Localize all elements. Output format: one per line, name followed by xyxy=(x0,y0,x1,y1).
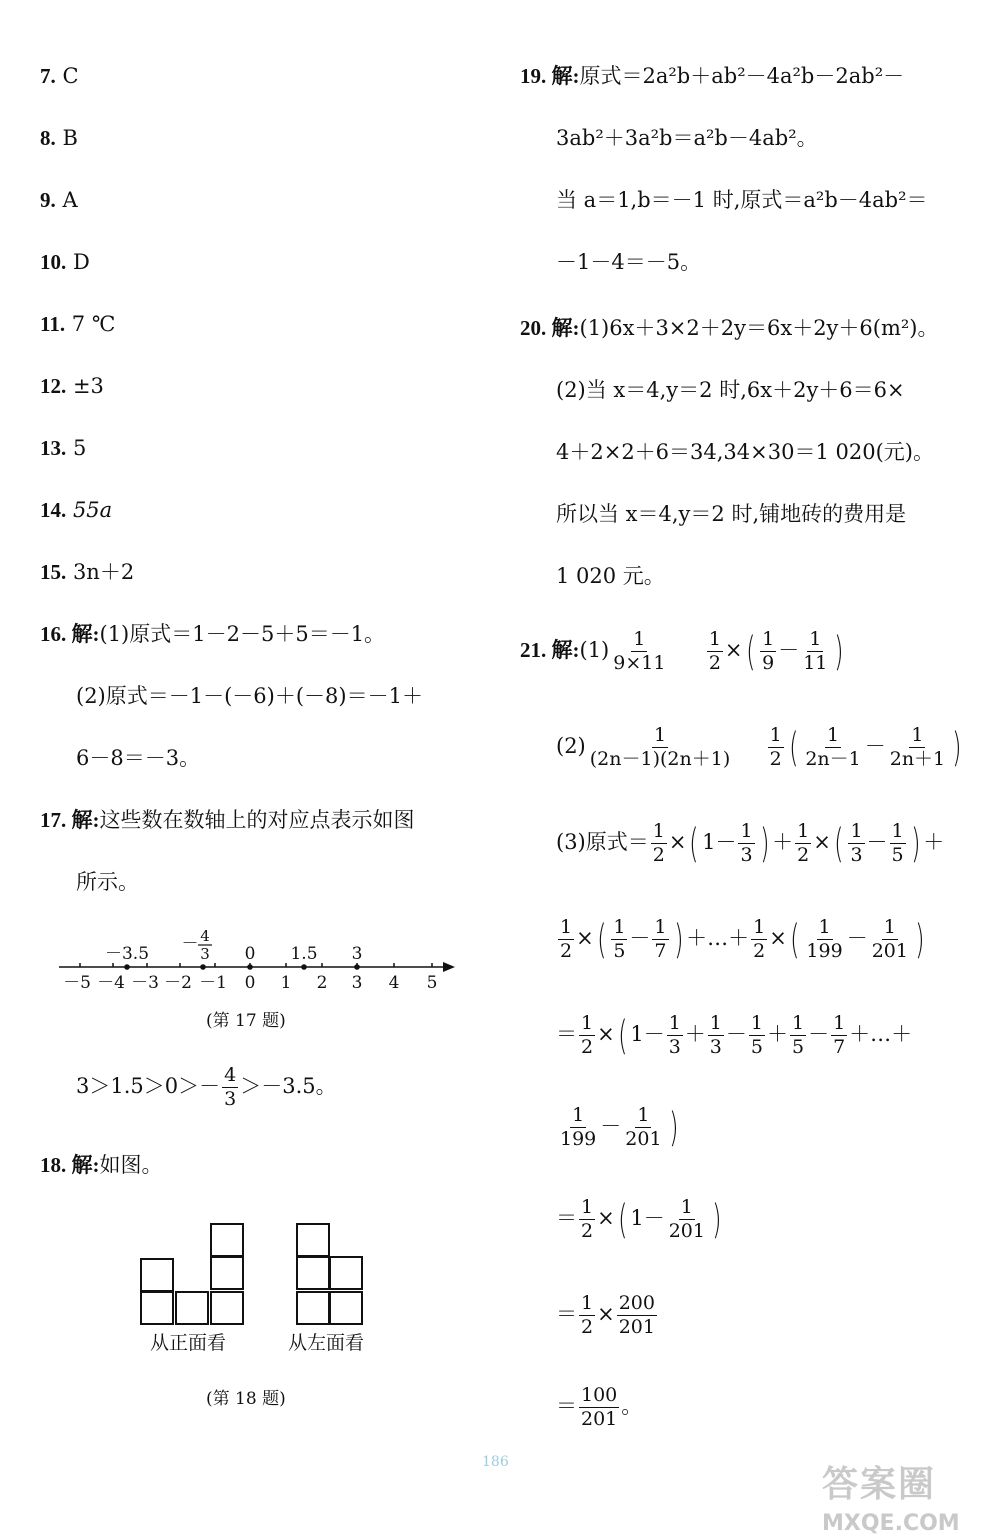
answer-17-order: 3＞1.5＞0＞－ $\frac{4}{3}$ ＞－3.5。 xyxy=(76,1064,337,1110)
answer-21-part3-line1: (3)原式＝ $\frac{1}{2}$ ×( 1－ $\frac{1}{3}$ ) ＋ $\frac{1}{2}$ ×( $\frac{1}{3}$ － $\frac{1}{5}$ ) ＋ xyxy=(556,820,945,867)
answer-21-part3-line2: $\frac{1}{2}$ ×( $\frac{1}{5}$ － $\frac{1}{7}$ ) ＋…＋ $\frac{1}{2}$ ×( $\frac{1}{199}$ － $\frac{1}{201}$ ) xyxy=(560,916,925,963)
point-label-frac-sign: － xyxy=(181,934,199,954)
answer-20-line2: (2)当 x＝4,y＝2 时,6x＋2y＋6＝6× xyxy=(556,378,905,402)
tick-label: 1 xyxy=(280,973,292,993)
tick-label: 5 xyxy=(426,973,438,993)
answer-20-line1: 20. 解:(1)6x＋3×2＋2y＝6x＋2y＋6(m²)。 xyxy=(520,316,939,340)
point-dot-neg4over3 xyxy=(200,964,206,970)
point-dot-neg3.5 xyxy=(124,964,130,970)
left-view-label: 从左面看 xyxy=(288,1332,365,1354)
answer-19-line4: －1－4＝－5。 xyxy=(556,250,702,274)
answer-12: 12. ±3 xyxy=(40,374,104,398)
answer-16-line1: 16. 解:(1)原式＝1－2－5＋5＝－1。 xyxy=(40,622,386,646)
tick-label: －5 xyxy=(63,973,91,993)
answer-9: 9. A xyxy=(40,188,78,212)
tick-label: －3 xyxy=(131,973,159,993)
tick-label: －2 xyxy=(164,973,192,993)
answer-15: 15. 3n＋2 xyxy=(40,560,135,584)
answer-21-part3-line4: $\frac{1}{199}$ － $\frac{1}{201}$ ) xyxy=(560,1104,679,1151)
front-view-figure xyxy=(140,1223,244,1327)
answer-21-part3-line6: ＝ $\frac{1}{2}$ × $\frac{200}{201}$ xyxy=(556,1292,655,1338)
page-number: 186 xyxy=(482,1454,509,1470)
answer-19-line3: 当 a＝1,b＝－1 时,原式＝a²b－4ab²＝ xyxy=(556,188,928,212)
answer-16-line3: 6－8＝－3。 xyxy=(76,746,201,770)
left-view-figure xyxy=(296,1223,366,1327)
order-fraction: $\frac{4}{3}$ xyxy=(224,1064,237,1110)
answer-13: 13. 5 xyxy=(40,436,87,460)
tick-label: －1 xyxy=(199,973,227,993)
answer-20-line5: 1 020 元。 xyxy=(556,564,665,588)
answer-8: 8. B xyxy=(40,126,78,150)
number-line-arrow xyxy=(443,962,455,972)
answer-21-part3-line3: ＝ $\frac{1}{2}$ ×( 1－ $\frac{1}{3}$ ＋ $\frac{1}{3}$ － $\frac{1}{5}$ ＋ $\frac{1}{5}$ － $\frac{1}{7}$ ＋…＋ xyxy=(556,1012,913,1059)
point-label-frac-den: 3 xyxy=(200,945,210,963)
number-line-figure xyxy=(55,925,465,997)
answer-21-part1: 21. 解:(1) $\frac{1}{9\times 11}$ $\frac{1}{2}$ ×( $\frac{1}{9}$ － $\frac{1}{11}$ ) xyxy=(520,628,844,675)
point-label: 1.5 xyxy=(290,944,318,964)
point-dot-1.5 xyxy=(301,964,307,970)
point-label: －3.5 xyxy=(104,944,150,964)
point-label: 0 xyxy=(244,944,256,964)
answer-16-line2: (2)原式＝－1－(－6)＋(－8)＝－1＋ xyxy=(76,684,423,708)
point-dot-0 xyxy=(247,964,253,970)
point-label: 3 xyxy=(351,944,363,964)
answer-10: 10. D xyxy=(40,250,90,274)
answer-20-line3: 4＋2×2＋6＝34,34×30＝1 020(元)。 xyxy=(556,440,934,464)
answer-17-line2: 所示。 xyxy=(76,870,139,894)
point-label-frac-num: 4 xyxy=(200,927,210,945)
answer-19-line2: 3ab²＋3a²b＝a²b－4ab²。 xyxy=(556,126,818,150)
answer-18-line1: 18. 解:如图。 xyxy=(40,1153,163,1177)
tick-label: 0 xyxy=(244,973,256,993)
watermark: 答案圈 MXQE.COM xyxy=(822,1464,960,1536)
tick-label: －4 xyxy=(97,973,125,993)
answer-21-part2: (2) $\frac{1}{(2n-1)(2n+1)}$ $\frac{1}{2}$ ( $\frac{1}{2n-1}$ － $\frac{1}{2n+1}$ ) xyxy=(556,724,962,771)
answer-7: 7. C xyxy=(40,64,79,88)
answer-21-part3-line5: ＝ $\frac{1}{2}$ ×( 1－ $\frac{1}{201}$ ) xyxy=(556,1196,722,1243)
answer-17-line1: 17. 解:这些数在数轴上的对应点表示如图 xyxy=(40,808,415,832)
answer-11: 11. 7 ℃ xyxy=(40,312,116,336)
front-view-label: 从正面看 xyxy=(150,1332,227,1354)
tick-label: 3 xyxy=(351,973,363,993)
answer-14: 14. 55a xyxy=(40,498,113,522)
fig17-caption: (第 17 题) xyxy=(206,1011,286,1031)
point-dot-3 xyxy=(354,964,360,970)
tick-label: 2 xyxy=(316,973,328,993)
answer-20-line4: 所以当 x＝4,y＝2 时,铺地砖的费用是 xyxy=(556,502,907,526)
fig18-caption: (第 18 题) xyxy=(206,1389,286,1409)
tick-label: 4 xyxy=(388,973,400,993)
answer-19-line1: 19. 解:原式＝2a²b＋ab²－4a²b－2ab²－ xyxy=(520,64,905,88)
answer-21-part3-line7: ＝ $\frac{100}{201}$ 。 xyxy=(556,1384,643,1430)
